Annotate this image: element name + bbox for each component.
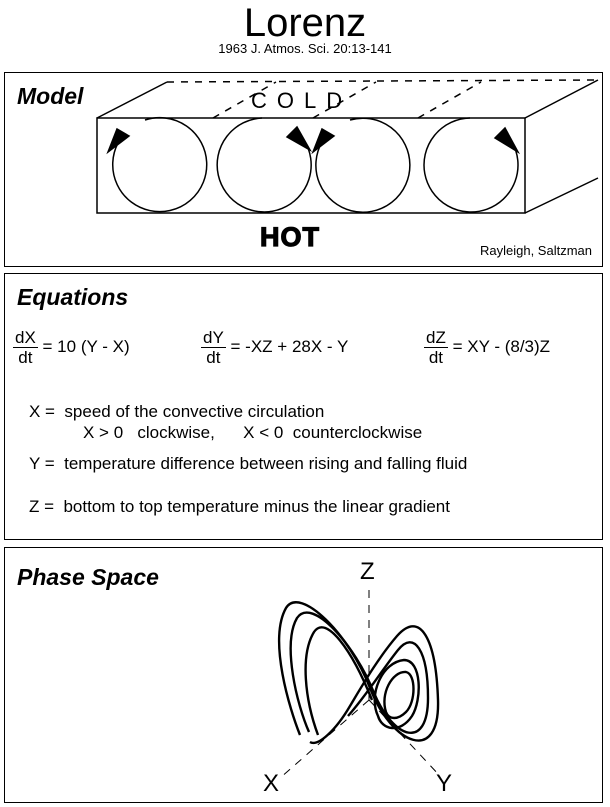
lorenz-attractor xyxy=(279,602,438,743)
equation-dx-rhs: = 10 (Y - X) xyxy=(42,336,130,356)
axis-x-label: X xyxy=(263,770,280,797)
model-heading: Model xyxy=(17,83,84,109)
page-title: Lorenz xyxy=(243,1,367,45)
equation-dz-denominator: dt xyxy=(428,348,444,367)
phase-axes xyxy=(280,590,440,778)
hot-label: HOT xyxy=(260,222,320,252)
equation-dz-rhs: = XY - (8/3)Z xyxy=(452,336,551,356)
equation-dy-denominator: dt xyxy=(206,348,221,367)
phase-space-heading: Phase Space xyxy=(17,564,159,590)
equation-dx-denominator: dt xyxy=(18,348,33,367)
definition-x: X = speed of the convective circulation xyxy=(29,402,325,421)
convection-cell-4 xyxy=(424,118,518,212)
equation-dx-numerator: dX xyxy=(15,328,36,347)
definition-y: Y = temperature difference between rising and falling fluid xyxy=(29,454,468,473)
convection-cell-2 xyxy=(217,118,311,212)
cold-label: COLD xyxy=(251,88,353,113)
convection-cell-3 xyxy=(313,118,410,212)
convection-cell-1 xyxy=(108,118,207,212)
equation-dy-rhs: = -XZ + 28X - Y xyxy=(230,336,349,356)
citation: 1963 J. Atmos. Sci. 20:13-141 xyxy=(218,41,392,56)
axis-y-label: Y xyxy=(436,770,453,797)
equations-heading: Equations xyxy=(17,284,129,310)
definition-x-detail: X > 0 clockwise, X < 0 counterclockwise xyxy=(83,423,423,442)
convection-box xyxy=(97,80,598,213)
equation-dz-numerator: dZ xyxy=(426,328,446,347)
equation-dy-numerator: dY xyxy=(203,328,224,347)
model-credit: Rayleigh, Saltzman xyxy=(480,243,592,258)
axis-z-label: Z xyxy=(360,558,375,585)
definition-z: Z = bottom to top temperature minus the linear gradient xyxy=(29,497,450,516)
